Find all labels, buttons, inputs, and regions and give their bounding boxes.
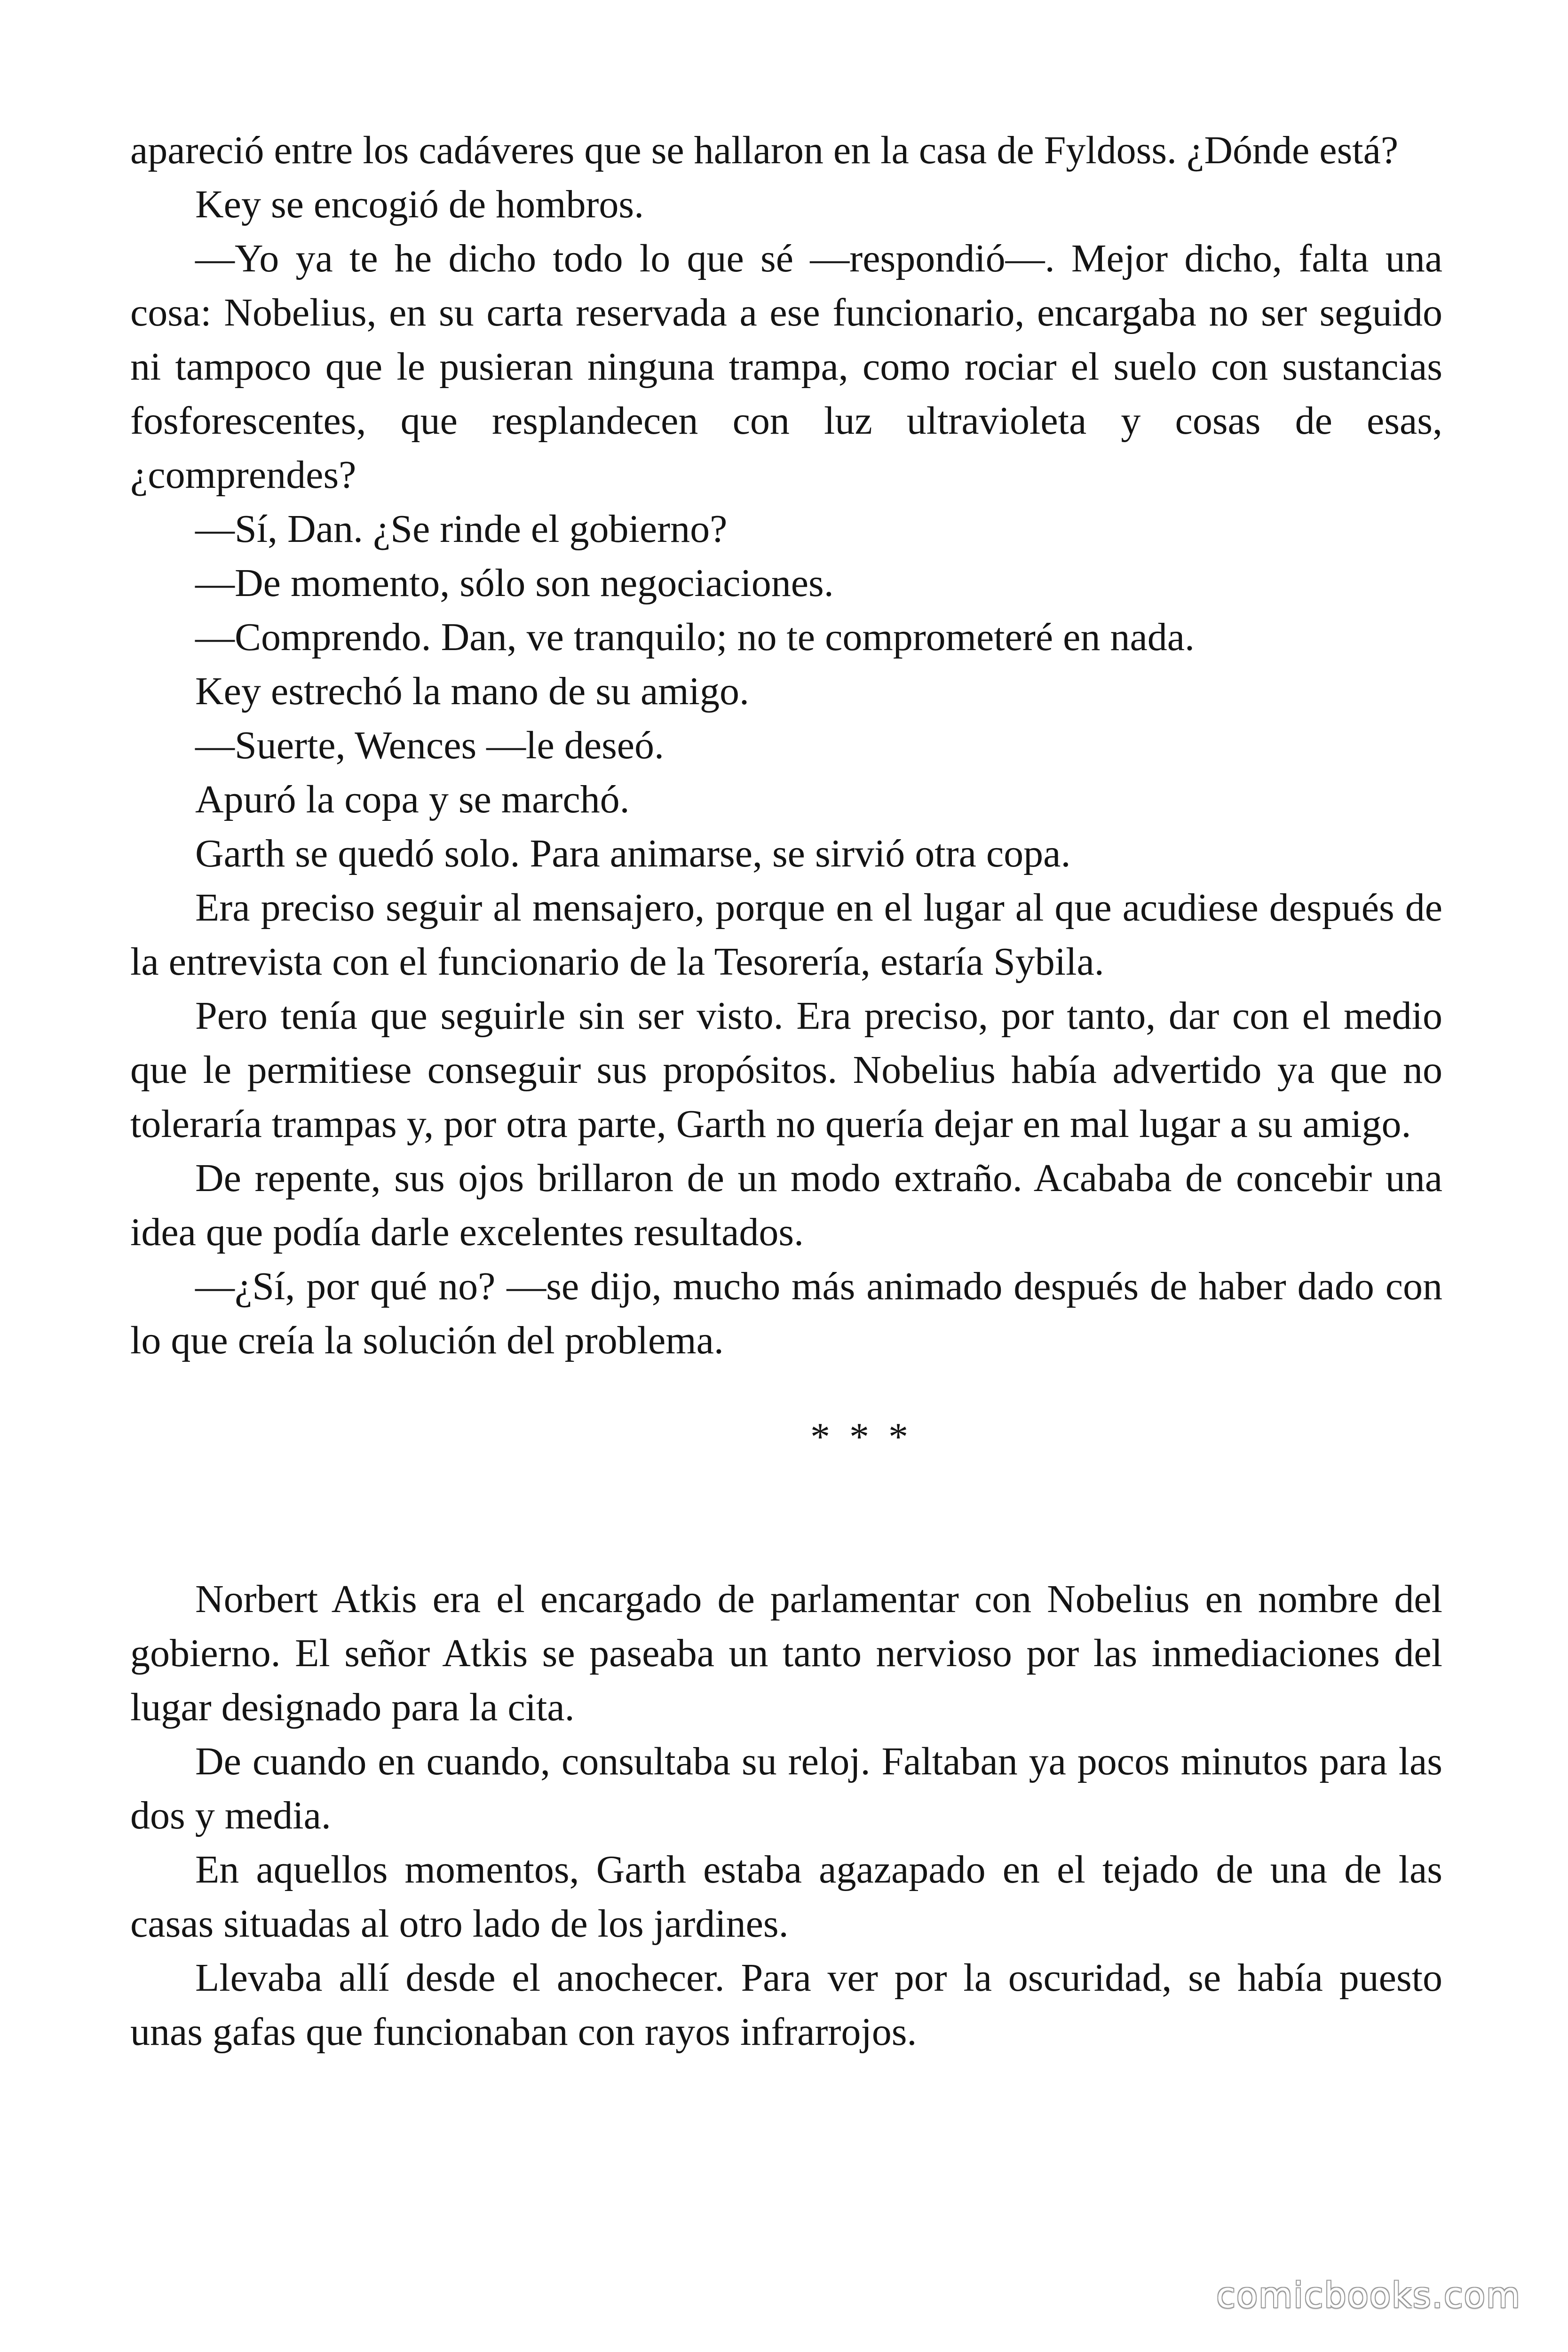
paragraph-7: Key estrechó la mano de su amigo. bbox=[195, 669, 749, 713]
scene-break: * * * bbox=[810, 1415, 913, 1459]
paragraph-6: —Comprendo. Dan, ve tranquilo; no te comprometeré en nada. bbox=[195, 615, 1195, 659]
paragraph-15: Norbert Atkis era el encargado de parlamentar con Nobelius en nombre del gobierno. El señor Atkis se paseaba un tanto nervioso por las inmediaciones del lugar designado para la cita. bbox=[130, 1577, 1442, 1729]
page-body bbox=[130, 123, 1442, 2059]
paragraph-2: Key se encogió de hombros. bbox=[195, 183, 644, 226]
paragraph-11: Era preciso seguir al mensajero, porque en el lugar al que acudiese después de la entrevista con el funcionario de la Tesorería, estaría Sybila. bbox=[130, 886, 1442, 984]
paragraph-16: De cuando en cuando, consultaba su reloj. Faltaban ya pocos minutos para las dos y media. bbox=[130, 1740, 1442, 1837]
watermark-text: comicbooks.com bbox=[1216, 2275, 1521, 2316]
paragraph-4: —Sí, Dan. ¿Se rinde el gobierno? bbox=[195, 507, 728, 551]
paragraph-9: Apuró la copa y se marchó. bbox=[195, 778, 630, 821]
paragraph-12: Pero tenía que seguirle sin ser visto. Era preciso, por tanto, dar con el medio que le permitiese conseguir sus propósitos. Nobelius había advertido ya que no toleraría trampas y, por otra parte, Garth no quería dejar en mal lugar a su amigo. bbox=[130, 994, 1442, 1146]
paragraph-18: Llevaba allí desde el anochecer. Para ver por la oscuridad, se había puesto unas gafas que funcionaban con rayos infrarrojos. bbox=[130, 1956, 1442, 2054]
paragraph-1: apareció entre los cadáveres que se hallaron en la casa de Fyldoss. ¿Dónde está? bbox=[130, 128, 1399, 172]
section-gap bbox=[130, 1464, 1442, 1572]
paragraph-5: —De momento, sólo son negociaciones. bbox=[195, 561, 834, 605]
paragraph-10: Garth se quedó solo. Para animarse, se sirvió otra copa. bbox=[195, 832, 1071, 875]
paragraph-14: —¿Sí, por qué no? —se dijo, mucho más animado después de haber dado con lo que creía la solución del problema. bbox=[130, 1264, 1442, 1362]
paragraph-17: En aquellos momentos, Garth estaba agazapado en el tejado de una de las casas situadas al otro lado de los jardines. bbox=[130, 1848, 1442, 1946]
paragraph-8: —Suerte, Wences —le deseó. bbox=[195, 723, 665, 767]
paragraph-3: —Yo ya te he dicho todo lo que sé —respondió—. Mejor dicho, falta una cosa: Nobelius, en su carta reservada a ese funcionario, encargaba no ser seguido ni tampoco que le pusieran ninguna trampa, como rociar el suelo con sustancias fosforescentes, que resplandecen con luz ultravioleta y cosas de esas, ¿comprendes? bbox=[130, 237, 1442, 497]
paragraph-13: De repente, sus ojos brillaron de un modo extraño. Acababa de concebir una idea que podía darle excelentes resultados. bbox=[130, 1156, 1442, 1254]
